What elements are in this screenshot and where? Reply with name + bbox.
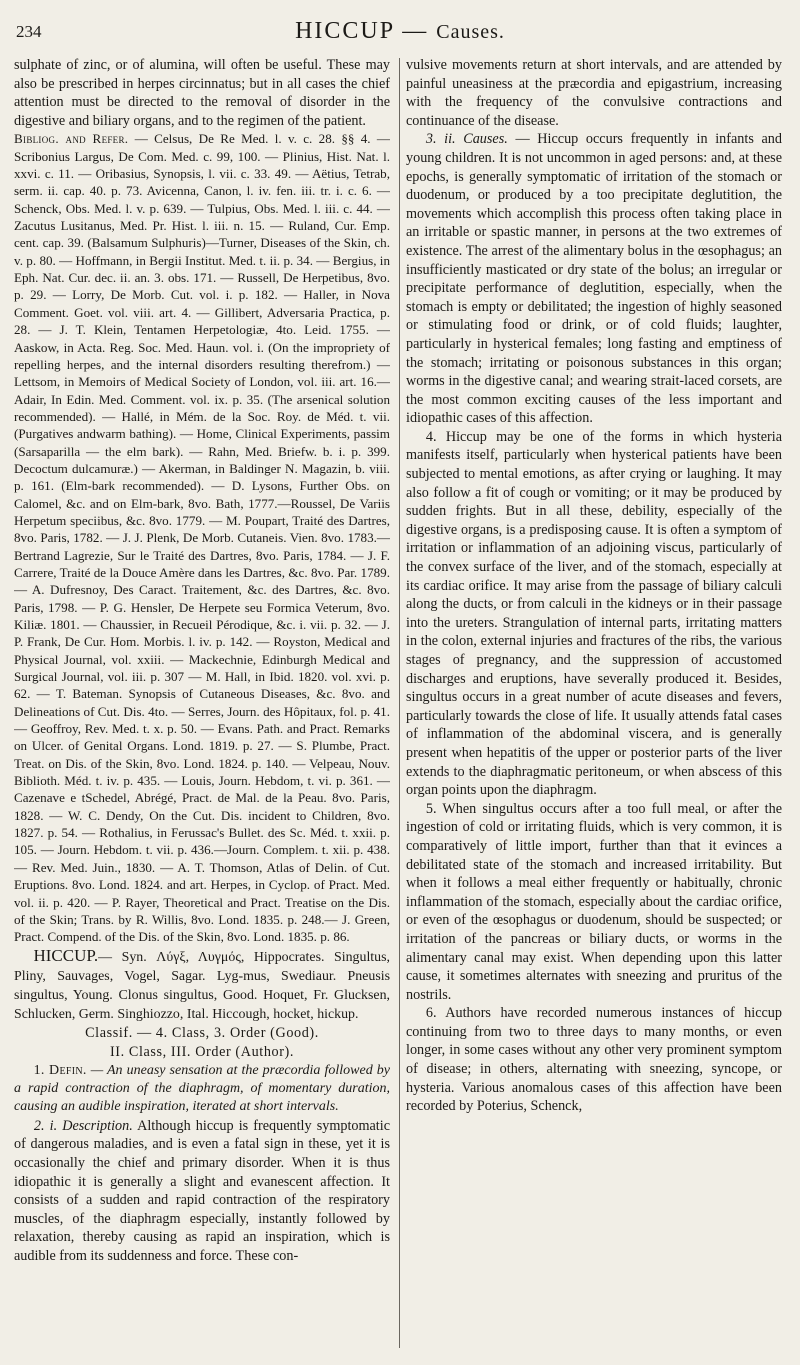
continuation-paragraph: vulsive movements return at short intervals, and are attended by painful uneasiness at the præcordia and epigastrium, increasing with the frequency of the convulsive contractions and continuance of the disease. bbox=[406, 57, 782, 129]
bibliography-heading: Bibliog. and Refer. bbox=[14, 131, 129, 147]
paragraph-4: 4. Hiccup may be one of the forms in which hysteria manifests itself, particularly when hysterical patients have been subjected to mental emotions, as after crying or laughing. It may also follow a fit of cough or vomiting; or it may be produced by sudden frights. But in all these, debility, especially of the digestive organs, is a predisposing cause. It is often a symptom of irritation or inflammation of an adjoining viscus, particularly of the convex surface of the liver, and of the stomach, especially at its cardiac orifice. It may arise from the passage of biliary calculi along the ducts, or from calculi in the kidneys or in their passage into the ureters. Strangulation of internal parts, irritating matters in the colon, external injuries and fractures of the ribs, the various stages of pregnancy, and the suppression of accustomed discharges and eruptions, have severally produced it. Besides, singultus occurs in a great number of acute diseases and fevers, particularly towards the close of life. It usually attends fatal cases of inflammation of the abdominal viscera, and is generally present when hepatitis of the upper or posterior parts of the liver extends to the diaphragmatic peritoneum, or when abscess of this organ points upon the diaphragm. bbox=[406, 428, 782, 799]
definition-heading: 1. Defin. bbox=[33, 1062, 87, 1078]
synonyms-paragraph bbox=[14, 946, 390, 1024]
classification-line-2: II. Class, III. Order (Author). bbox=[109, 1043, 295, 1060]
synonyms-text: — Syn. Λύγξ, Λυγμός, Hippocrates. Singultus, Pliny, Sauvages, Vogel, Sagar. Lyg-mus, Swediaur. Pneusis singultus, Young. Clonus singultus, Good. Hoquet, Fr. Glucksen, Schlucken, Germ. Singhiozzo, Ital. Hiccough, hocket, hickup. bbox=[14, 949, 390, 1022]
page-number: 234 bbox=[16, 22, 42, 41]
running-head-title: HICCUP — bbox=[295, 18, 437, 44]
causes-heading: 3. ii. Causes. bbox=[425, 131, 508, 148]
right-column bbox=[406, 56, 782, 1356]
left-column bbox=[14, 56, 390, 1356]
running-head bbox=[16, 18, 784, 45]
bibliography-paragraph bbox=[14, 130, 390, 945]
definition-text: — An uneasy sensation at the præcordia followed by a rapid contraction of the diaphragm, of momentary duration, causing an audible inspiration, iterated at short intervals. bbox=[14, 1062, 390, 1115]
intro-paragraph: sulphate of zinc, or of alumina, will often be useful. These may also be prescribed in herpes circinnatus; but in all cases the chief attention must be directed to the removal of disorder in the digestive and biliary organs, and to the regimen of the patient. bbox=[14, 57, 390, 129]
column-divider bbox=[399, 58, 400, 1348]
page-header bbox=[16, 16, 784, 52]
classification-line-1: Classif. — 4. Class, 3. Order (Good). bbox=[85, 1024, 319, 1041]
causes-paragraph bbox=[406, 130, 782, 428]
description-text: Although hiccup is frequently symptomatic of dangerous maladies, and is even a fatal sign in these, yet it is occasionally the chief and primary disorder. When it is thus idiopathic it is generally a slight and evanescent affection. It consists of a sudden and rapid contraction of the respiratory muscles, of the diaphragm especially, instantly followed by relaxation, thereby causing as rapid an inspiration, which is audible from its suddenness and force. These con- bbox=[14, 1117, 390, 1264]
description-heading: 2. i. Description. bbox=[33, 1117, 133, 1134]
article-heading: HICCUP. bbox=[33, 945, 99, 965]
definition-paragraph bbox=[14, 1062, 390, 1117]
running-head-subtitle: Causes. bbox=[436, 21, 505, 43]
paragraph-5: 5. When singultus occurs after a too full meal, or after the ingestion of cold or irritating fluids, which is very common, it is comparatively of little import, further than that it evinces a debilitated state of the stomach and increased irritability. But when it follows a meal either frequently or habitually, chronic inflammation of the stomach, especially about the cardiac orifice, or even of the œsophagus or duodenum, should be suspected; or irritation of the pancreas or biliary ducts, or worms in the alimentary canal may exist. When depending upon this latter cause, it sometimes alternates with sneezing and pruritus of the nostrils. bbox=[406, 800, 782, 1003]
causes-text: — Hiccup occurs frequently in infants and young children. It is not uncommon in aged persons: and, at these epochs, is generally symptomatic of irritation of the stomach or duodenum, or produced by a too precipitate deglutition, the movements which accomplish this process often taking place in an irritable or spastic manner, in persons at the two extremes of existence. The arrest of the alimentary bolus in the œsophagus; an insufficiently masticated or dry state of the bolus; an irregular or precipitate performance of deglutition, especially, when the stomach is empty or debilitated; the ingestion of highly seasoned or stimulating food or drink, or of cold fluids; laughter, particularly in hysterical females; long fasting and emptiness of the stomach; irritating or poisonous substances in this organ; worms in the digestive canal; and wearing strait-laced corsets, are the most common exciting causes of the less important and idiopathic cases of this affection. bbox=[406, 131, 782, 427]
bibliography-text: — Celsus, De Re Med. l. v. c. 28. §§ 4. — Scribonius Largus, De Com. Med. c. 99, 100. — Plinius, Hist. Nat. l. xxvi. c. 11. — Oribasius, Synopsis, l. vii. c. 33. 49. — Aëtius, Tetrab, serm. ii. cap. 40. p. 73. Avicenna, Canon, l. iv. fen. iii. tr. i. c. 6. — Schenck, Obs. Med. l. v. p. 639. — Tulpius, Obs. Med. l. iii. c. 44. — Zacutus Lusitanus, Med. Pr. Hist. l. iii. n. 15. — Ruland, Cur. Emp. cent. cap. 39. (Balsamum Sulphuris)—Turner, Diseases of the Skin, ch. v. p. 80. — Hoffmann, in Bergii Institut. Med. t. ii. p. 34. — Bergius, in Eph. Nat. Cur. dec. ii. an. 3. obs. 171. — Russell, De Herpetibus, 8vo. p. 29. — Lorry, De Morb. Cut. vol. i. p. 182. — Haller, in Nova Comment. Goet. vol. viii. art. 4. — Gillibert, Adversaria Practica, p. 28. — J. T. Klein, Tentamen Herpetologiæ, 4to. Leid. 1755. — Aaskow, in Acta. Reg. Soc. Med. Haun. vol. i. (On the impropriety of repelling herpes, and the internal disorders resulting therefrom.) — Lettsom, in Memoirs of Medical Society of London, vol. iii. art. 16.— Adair, In Edin. Med. Comment. vol. ix. p. 35. (The arsenical solution recommended). — Hallé, in Mém. de la Soc. Roy. de Méd. t. vii. (Purgatives andwarm bathing). — Home, Clinical Experiments, passim (Sarsaparilla — the elm bark). — Rahn, Med. Briefw. b. i. p. 399. Decoctum dulcamuræ.) — Akerman, in Baldinger N. Magazin, b. viii. p. 161. (Elm-bark recommended). — D. Lysons, Further Obs. on Calomel, &c. and on Elm-bark, 8vo. Bath, 1777.—Roussel, De Variis Herpetum speciibus, &c. 8vo. 1779. — M. Poupart, Traité des Dartres, 8vo. Paris, 1782. — J. J. Plenk, De Morb. Cutaneis. Vien. 8vo. 1783.— Bertrand Lagrezie, Sur le Traité des Dartres, 8vo. Paris, 1784. — J. F. Carrere, Traité de la Douce Amère dans les Dartres, &c. 8vo. Par. 1789. — A. Dufresnoy, Des Caract. Traitement, &c. des Dartres, &c. 8vo. Paris, 1798. — P. G. Hensler, De Herpete seu Formica Veterum, 8vo. Kiliæ. 1801. — Chaussier, in Recueil Pérodique, &c. i. vii. p. 32. — J. P. Frank, De Cur. Hom. Morbis. l. iv. p. 142. — Royston, Medical and Physical Journal, vol. xxiii. — Mackechnie, Edinburgh Medical and Surgical Journal, vol. iii. p. 307 — M. Hall, in Ibid. 1820. vol. xvi. p. 62. — T. Bateman. Synopsis of Cutaneous Diseases, &c. 8vo. and Delineations of Cut. Dis. 4to. — Serres, Journ. des Hôpitaux, fol. p. 41. — Geoffroy, Rev. Med. t. x. p. 50. — Evans. Path. and Pract. Remarks on Ulcer. of Genital Organs. Lond. 1819. p. 27. — S. Plumbe, Pract. Treat. on Dis. of the Skin, 8vo. Lond. 1824. p. 140. — Velpeau, Nouv. Biblioth. Méd. t. iv. p. 435. — Louis, Journ. Hebdom, t. vi. p. 361. — Cazenave e tSchedel, Abrégé, Pract. de Mal. de la Peau. 8vo. Paris, 1828. — W. C. Dendy, On the Cut. Dis. incident to Children, 8vo. 1827. p. 54. — Rothalius, in Ferussac's Bullet. des Sc. Méd. t. xxii. p. 105. — Journ. Hebdom. t. vii. p. 436.—Journ. Complem. t. xii. p. 438. — Rev. Med. Juin., 1830. — A. T. Thomson, Atlas of Delin. of Cut. Eruptions. 8vo. Lond. 1824. and art. Herpes, in Cyclop. of Pract. Med. vol. ii. p. 420. — P. Rayer, Theoretical and Pract. Treatise on the Dis. of the Skin; Trans. by R. Willis, 8vo. Lond. 1835. p. 248.— J. Green, Pract. Compend. of the Dis. of the Skin, 8vo. Lond. 1835. p. 86. bbox=[14, 131, 390, 945]
description-paragraph bbox=[14, 1117, 390, 1266]
paragraph-6: 6. Authors have recorded numerous instances of hiccup continuing from two to three days to many months, or even longer, in some cases without any other very prominent symptom of disease; in others, alternating with sneezing, syncope, or hysteria. Various anomalous cases of this affection have been recorded by Poterius, Schenck, bbox=[406, 1005, 782, 1115]
